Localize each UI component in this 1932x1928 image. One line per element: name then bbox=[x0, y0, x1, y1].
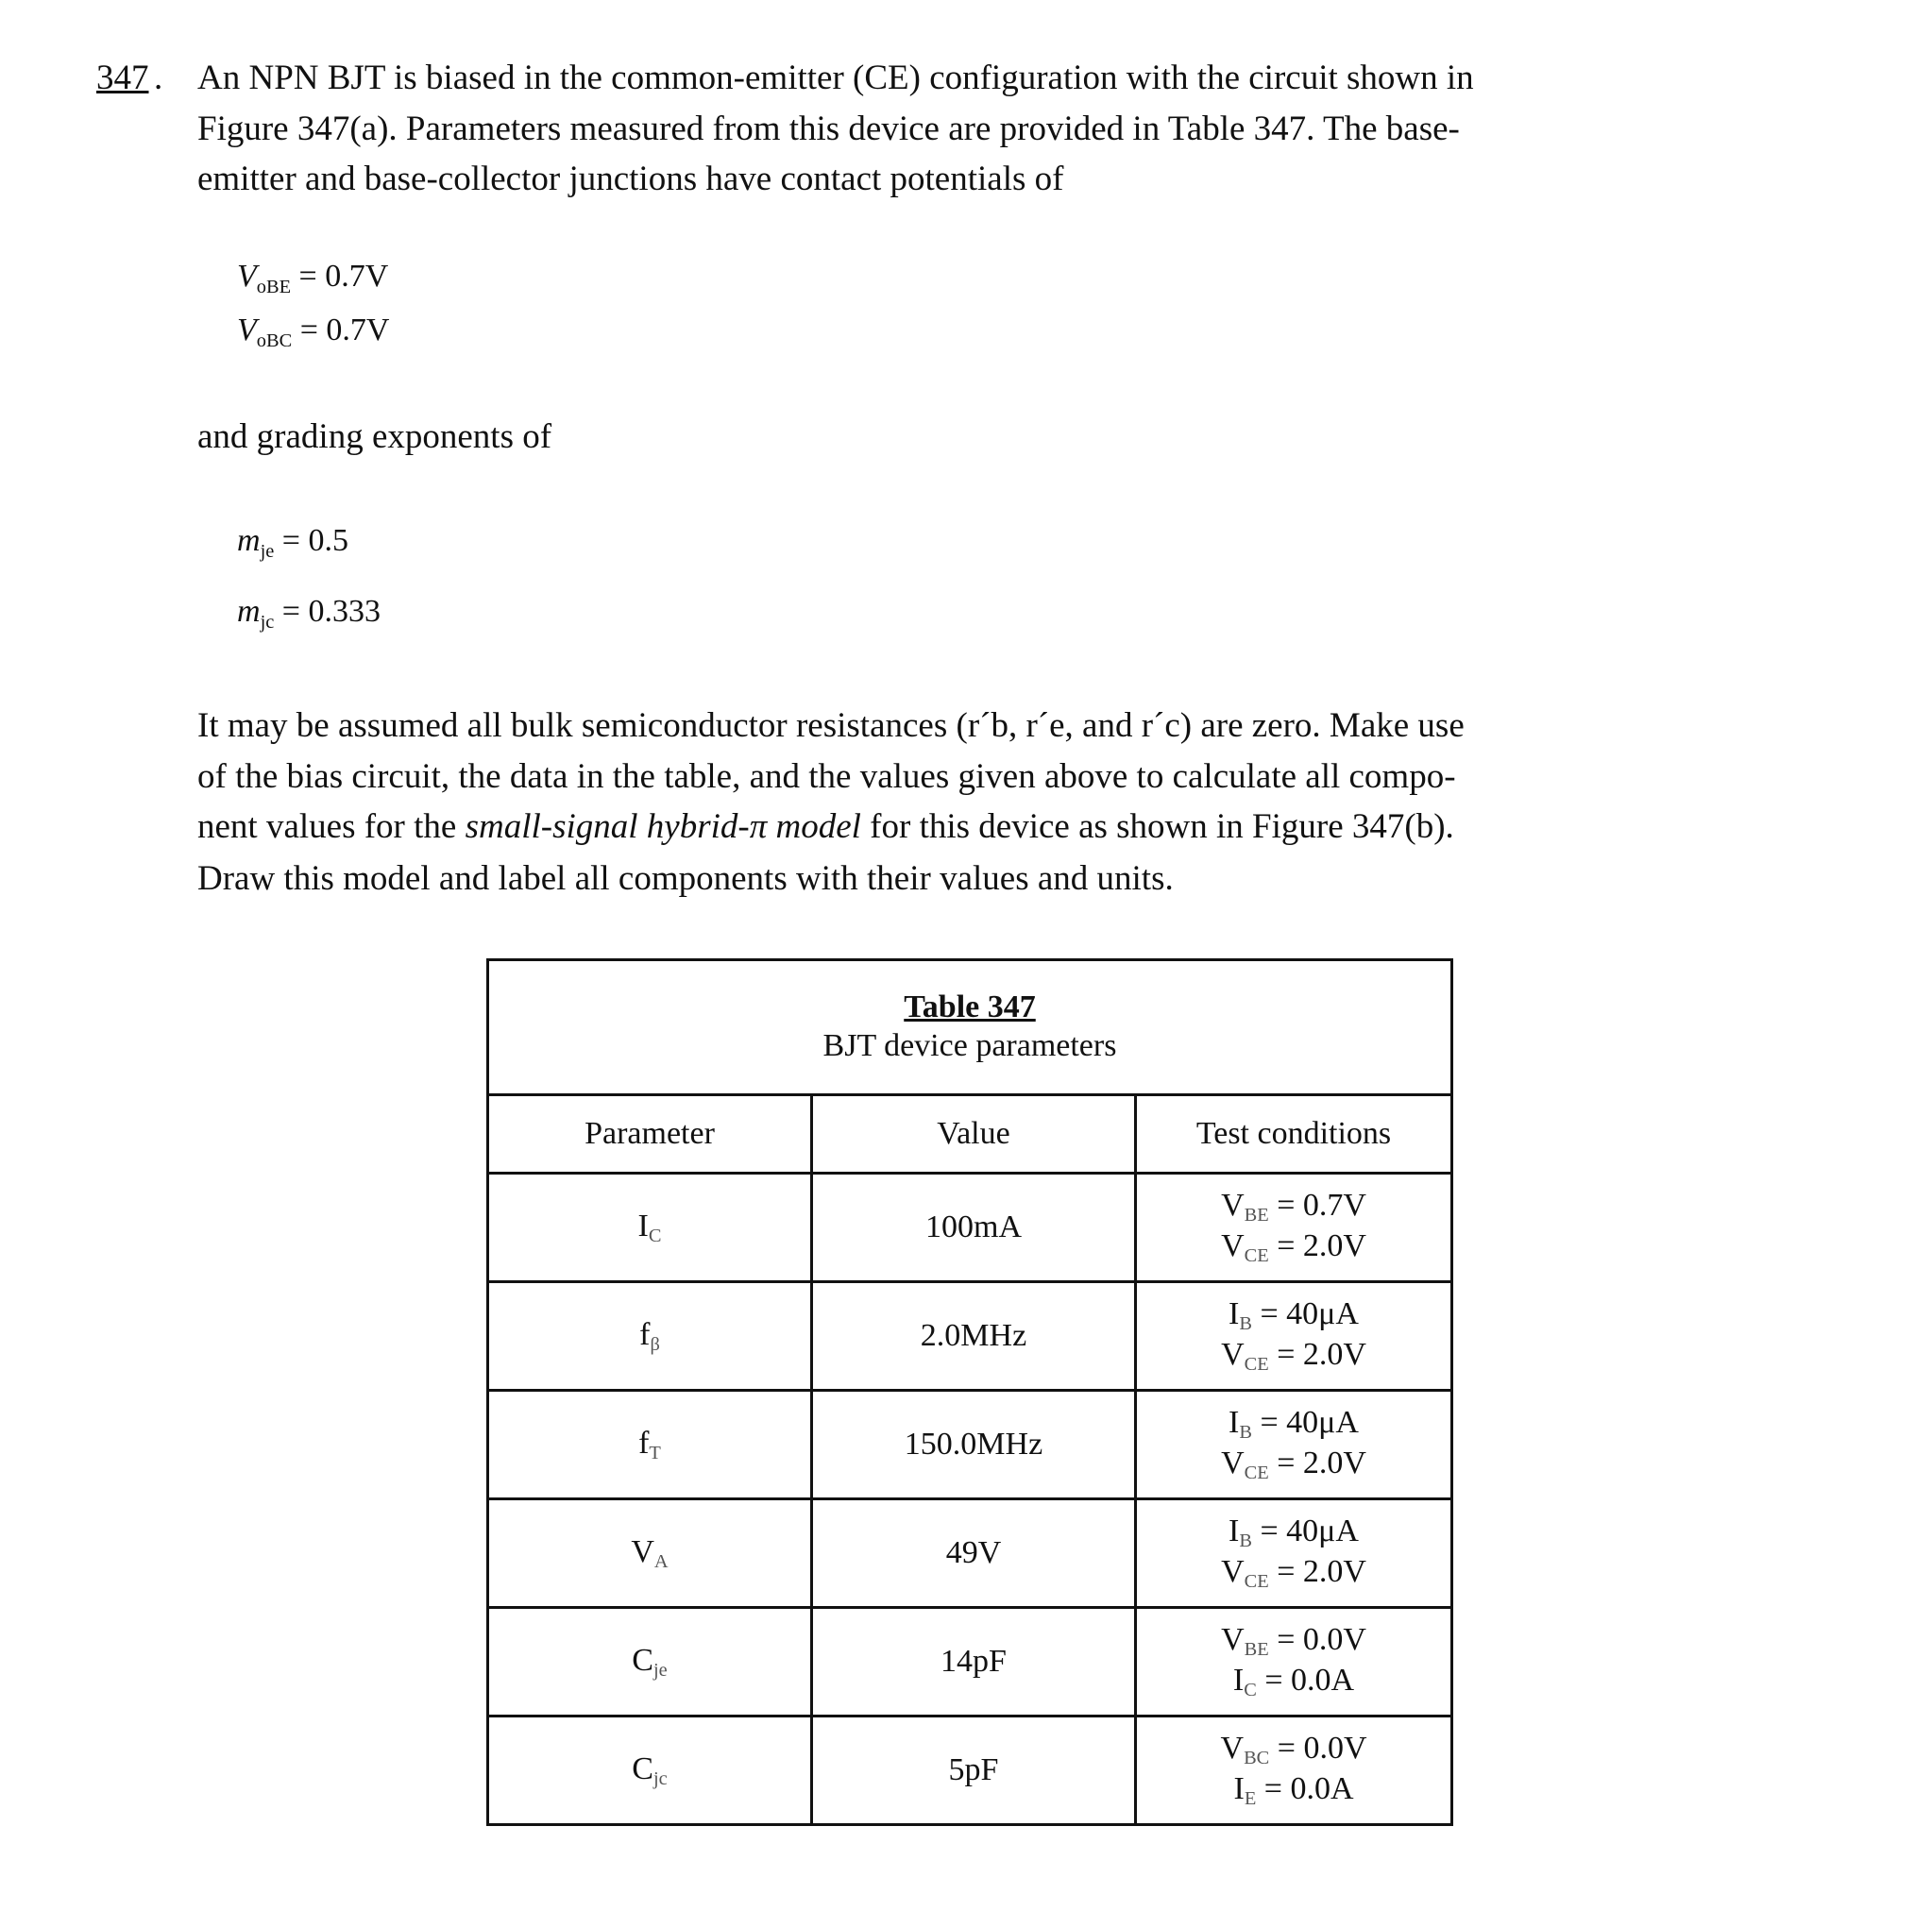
equation-vobc bbox=[237, 314, 389, 351]
cond-subscript: BE bbox=[1244, 1639, 1269, 1661]
param-cell bbox=[488, 1717, 812, 1825]
conditions-cell bbox=[1136, 1499, 1452, 1608]
eq-symbol: V bbox=[237, 259, 257, 294]
cond-symbol: V bbox=[1221, 1228, 1245, 1263]
condition-1 bbox=[1137, 1730, 1450, 1770]
cond-symbol: I bbox=[1229, 1514, 1240, 1549]
eq-subscript: jc bbox=[260, 612, 275, 634]
param-cell bbox=[488, 1282, 812, 1391]
condition-2 bbox=[1137, 1227, 1450, 1268]
para-line-4: Draw this model and label all components with their values and units. bbox=[197, 859, 1174, 898]
cond-value: = 2.0V bbox=[1268, 1554, 1366, 1589]
cond-subscript: B bbox=[1239, 1313, 1252, 1335]
cond-value: = 40μA bbox=[1251, 1514, 1359, 1549]
value-cell: 5pF bbox=[812, 1717, 1136, 1825]
cond-value: = 2.0V bbox=[1268, 1228, 1366, 1263]
conditions-cell bbox=[1136, 1282, 1452, 1391]
condition-2 bbox=[1137, 1553, 1450, 1594]
condition-1 bbox=[1137, 1621, 1450, 1662]
param-subscript: A bbox=[653, 1550, 669, 1572]
conditions-cell bbox=[1136, 1608, 1452, 1717]
cond-value: = 0.0V bbox=[1269, 1731, 1367, 1767]
eq-value: = 0.5 bbox=[281, 523, 348, 558]
cond-symbol: I bbox=[1232, 1663, 1245, 1698]
intro-line-1: An NPN BJT is biased in the common-emitter (CE) configuration with the circuit shown in bbox=[197, 59, 1474, 97]
conditions-cell bbox=[1136, 1717, 1452, 1825]
condition-2 bbox=[1137, 1662, 1450, 1702]
value-cell: 2.0MHz bbox=[812, 1282, 1136, 1391]
eq-subscript: oBC bbox=[256, 330, 293, 352]
eq-value: = 0.333 bbox=[281, 594, 381, 629]
condition-1 bbox=[1137, 1404, 1450, 1445]
condition-1 bbox=[1137, 1295, 1450, 1336]
conditions-cell bbox=[1136, 1174, 1452, 1282]
cond-value: = 0.7V bbox=[1268, 1188, 1366, 1224]
cond-subscript: B bbox=[1239, 1422, 1252, 1444]
table-row bbox=[488, 1282, 1452, 1391]
condition-2 bbox=[1137, 1770, 1450, 1811]
eq-symbol: m bbox=[237, 594, 261, 629]
cond-symbol: V bbox=[1220, 1731, 1245, 1767]
value-cell: 150.0MHz bbox=[812, 1391, 1136, 1499]
table-row bbox=[488, 1174, 1452, 1282]
eq-value: = 0.7V bbox=[299, 313, 390, 347]
text: for this device as shown in Figure 347(b). bbox=[860, 807, 1454, 846]
equation-vobe bbox=[237, 261, 388, 297]
condition-2 bbox=[1137, 1336, 1450, 1377]
value-cell: 100mA bbox=[812, 1174, 1136, 1282]
eq-symbol: m bbox=[237, 523, 261, 558]
intro-line-2: Figure 347(a). Parameters measured from this device are provided in Table 347. The base- bbox=[197, 110, 1460, 148]
cond-subscript: BE bbox=[1244, 1205, 1269, 1226]
table-row bbox=[488, 1391, 1452, 1499]
cond-value: = 40μA bbox=[1251, 1296, 1359, 1332]
param-subscript: C bbox=[648, 1225, 662, 1246]
parameter-table bbox=[486, 958, 1453, 1826]
para-line-1: It may be assumed all bulk semiconductor resistances (r´b, r´e, and r´c) are zero. Make use bbox=[197, 706, 1465, 745]
cond-subscript: CE bbox=[1244, 1245, 1269, 1267]
param-symbol: V bbox=[631, 1533, 654, 1569]
model-name: small-signal hybrid-π model bbox=[465, 807, 861, 846]
conditions-cell bbox=[1136, 1391, 1452, 1499]
param-symbol: f bbox=[638, 1425, 650, 1461]
cond-symbol: V bbox=[1221, 1188, 1245, 1224]
cond-symbol: V bbox=[1221, 1337, 1245, 1372]
intro-line-3: emitter and base-collector junctions have contact potentials of bbox=[197, 160, 1064, 198]
condition-2 bbox=[1137, 1445, 1450, 1485]
param-subscript: je bbox=[652, 1659, 668, 1681]
problem-number: 347 bbox=[96, 59, 149, 97]
param-subscript: T bbox=[649, 1442, 661, 1463]
table-title: Table 347 bbox=[904, 989, 1036, 1025]
table-row bbox=[488, 1499, 1452, 1608]
param-symbol: I bbox=[637, 1208, 649, 1243]
condition-1 bbox=[1137, 1513, 1450, 1553]
equation-mjc bbox=[237, 596, 381, 633]
header-parameter: Parameter bbox=[488, 1095, 812, 1174]
cond-symbol: I bbox=[1229, 1405, 1240, 1441]
grading-text: and grading exponents of bbox=[197, 417, 552, 456]
param-subscript: jc bbox=[652, 1767, 668, 1789]
cond-symbol: V bbox=[1221, 1554, 1245, 1589]
param-subscript: β bbox=[650, 1333, 660, 1355]
eq-symbol: V bbox=[237, 313, 257, 347]
para-line-2: of the bias circuit, the data in the table, and the values given above to calculate all compo- bbox=[197, 757, 1456, 796]
param-cell bbox=[488, 1391, 812, 1499]
param-symbol: f bbox=[639, 1316, 651, 1352]
header-value: Value bbox=[812, 1095, 1136, 1174]
value-cell: 49V bbox=[812, 1499, 1136, 1608]
number-dot: . bbox=[154, 59, 163, 97]
para-line-3 bbox=[197, 809, 1454, 844]
table-caption bbox=[488, 960, 1452, 1095]
table-row bbox=[488, 1717, 1452, 1825]
cond-symbol: I bbox=[1233, 1771, 1245, 1806]
cond-subscript: CE bbox=[1244, 1354, 1269, 1376]
cond-value: = 2.0V bbox=[1268, 1337, 1366, 1372]
table-subtitle: BJT device parameters bbox=[822, 1028, 1117, 1063]
cond-value: = 40μA bbox=[1251, 1405, 1359, 1441]
cond-symbol: I bbox=[1229, 1296, 1240, 1332]
condition-1 bbox=[1137, 1187, 1450, 1227]
cond-subscript: CE bbox=[1244, 1571, 1269, 1593]
cond-subscript: BC bbox=[1244, 1748, 1270, 1769]
cond-value: = 0.0A bbox=[1256, 1663, 1355, 1698]
cond-subscript: CE bbox=[1244, 1463, 1269, 1484]
value-cell: 14pF bbox=[812, 1608, 1136, 1717]
cond-symbol: V bbox=[1221, 1622, 1245, 1658]
param-cell bbox=[488, 1174, 812, 1282]
table-row bbox=[488, 1608, 1452, 1717]
header-test-conditions: Test conditions bbox=[1136, 1095, 1452, 1174]
eq-value: = 0.7V bbox=[298, 259, 389, 294]
equation-mje bbox=[237, 525, 348, 562]
cond-value: = 2.0V bbox=[1268, 1446, 1366, 1480]
text: nent values for the bbox=[197, 807, 466, 846]
cond-symbol: V bbox=[1221, 1446, 1245, 1480]
eq-subscript: oBE bbox=[256, 277, 292, 298]
cond-value: = 0.0A bbox=[1256, 1771, 1354, 1806]
cond-subscript: C bbox=[1244, 1680, 1257, 1701]
cond-value: = 0.0V bbox=[1268, 1622, 1366, 1658]
cond-subscript: B bbox=[1239, 1531, 1252, 1552]
param-cell bbox=[488, 1608, 812, 1717]
param-cell bbox=[488, 1499, 812, 1608]
param-symbol: C bbox=[632, 1642, 653, 1678]
eq-subscript: je bbox=[260, 541, 275, 563]
cond-subscript: E bbox=[1244, 1788, 1257, 1810]
param-symbol: C bbox=[632, 1750, 653, 1786]
